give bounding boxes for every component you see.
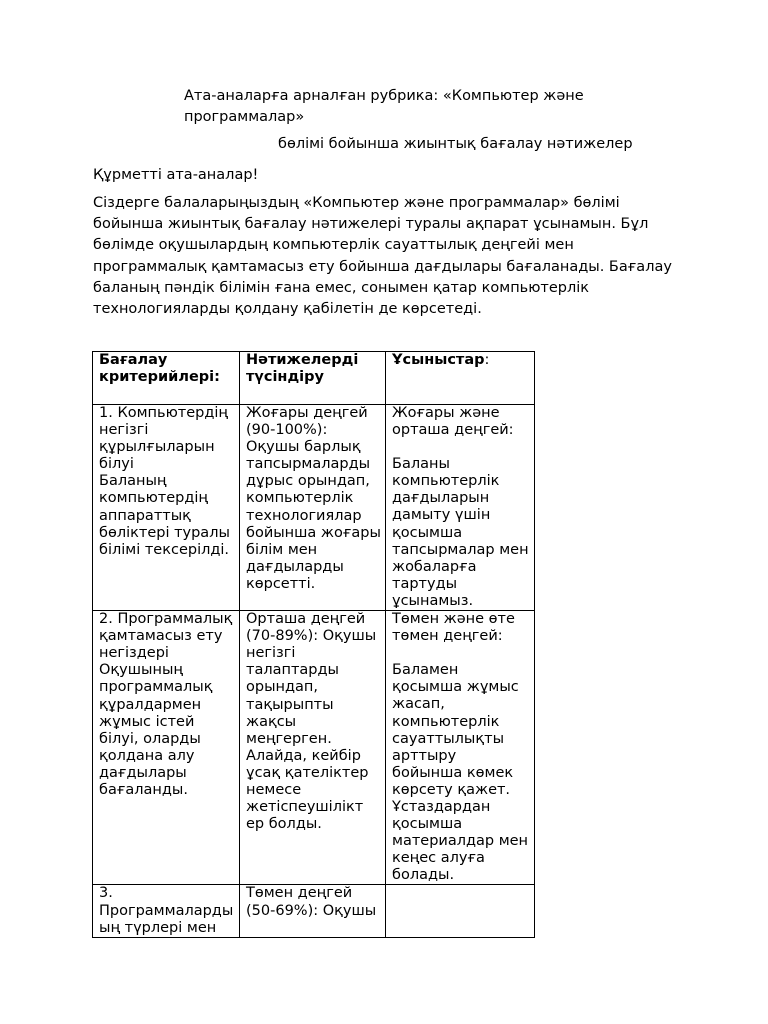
criterion-title: 2. Программалық қамтамасыз ету негіздері [99, 611, 233, 662]
explanation-text: Төмен деңгей (50-69%): Оқушы [246, 885, 377, 919]
header-explanation-label: Нәтижелерді түсіндіру [246, 352, 359, 386]
criterion-cell [93, 405, 240, 611]
explanation-cell [240, 405, 386, 611]
recommendation-heading: Жоғары және орташа деңгей: [392, 405, 514, 439]
explanation-cell [240, 885, 386, 937]
criterion-cell [93, 885, 240, 937]
recommendation-cell [386, 885, 535, 937]
greeting: Құрметті ата-аналар! [93, 167, 259, 183]
rubric-table [92, 351, 535, 938]
criterion-title: 3. Программаларды ың түрлері мен [99, 885, 234, 936]
explanation-text: Жоғары деңгей (90-100%): Оқушы барлық тапсырмаларды дұрыс орындап, компьютерлік технологиялар бойынша жоғары білім мен дағдыларды көрсетті. [246, 405, 381, 592]
intro-paragraph [93, 193, 673, 320]
criterion-cell [93, 611, 240, 885]
criterion-description: Оқушының программалық құралдармен жұмыс істей білуі, оларды қолдана алу дағдылары бағаланды. [99, 662, 213, 798]
recommendation-text: Баламен қосымша жұмыс жасап, компьютерлік сауаттылықты арттыру бойынша көмек көрсету қажет. Ұстаздардан қосымша материалдар мен кеңес алуға болады. [392, 662, 529, 884]
header-recommendations-colon: : [484, 352, 490, 368]
header-recommendations-label: Ұсыныстар [392, 352, 485, 368]
header-explanation [240, 352, 386, 405]
intro-text: Сіздерге балаларыңыздың «Компьютер және программалар» бөлімі бойынша жиынтық бағалау нәтижелері туралы ақпарат ұсынамын. Бұл бөлімде оқушылардың компьютерлік сауаттылық деңгейі мен программалық қамтамасыз ету бойынша дағдылары бағаланады. Бағалау баланың пәндік білімін ғана емес, сонымен қатар компьютерлік технологияларды қолдану қабілетін де көрсетеді. [93, 195, 672, 318]
recommendation-cell [386, 611, 535, 885]
table-row [93, 611, 535, 885]
table-header-row [93, 352, 535, 405]
recommendation-cell [386, 405, 535, 611]
header-recommendations [386, 352, 535, 405]
recommendation-heading: Төмен және өте төмен деңгей: [392, 611, 515, 645]
explanation-text: Орташа деңгей (70-89%): Оқушы негізгі талаптарды орындап, тақырыпты жақсы меңгерген. Алайда, кейбір ұсақ қателіктер немесе жетіспеушілікт ер болды. [246, 611, 377, 833]
header-criteria [93, 352, 240, 405]
rubric-subtitle: бөлімі бойынша жиынтық бағалау нәтижелер [278, 136, 633, 152]
table-row [93, 405, 535, 611]
rubric-title: Ата-аналарға арналған рубрика: «Компьютер және программалар» [184, 88, 584, 125]
recommendation-text: Баланы компьютерлік дағдыларын дамыту үшін қосымша тапсырмалар мен жобаларға тартуды ұсынамыз. [392, 456, 529, 609]
criterion-title: 1. Компьютердің негізгі құрылғыларын білуі [99, 405, 228, 473]
table-row [93, 885, 535, 937]
header-criteria-label: Бағалау критерийлері: [99, 352, 220, 386]
explanation-cell [240, 611, 386, 885]
criterion-description: Баланың компьютердің аппараттық бөліктері туралы білімі тексерілді. [99, 473, 230, 558]
